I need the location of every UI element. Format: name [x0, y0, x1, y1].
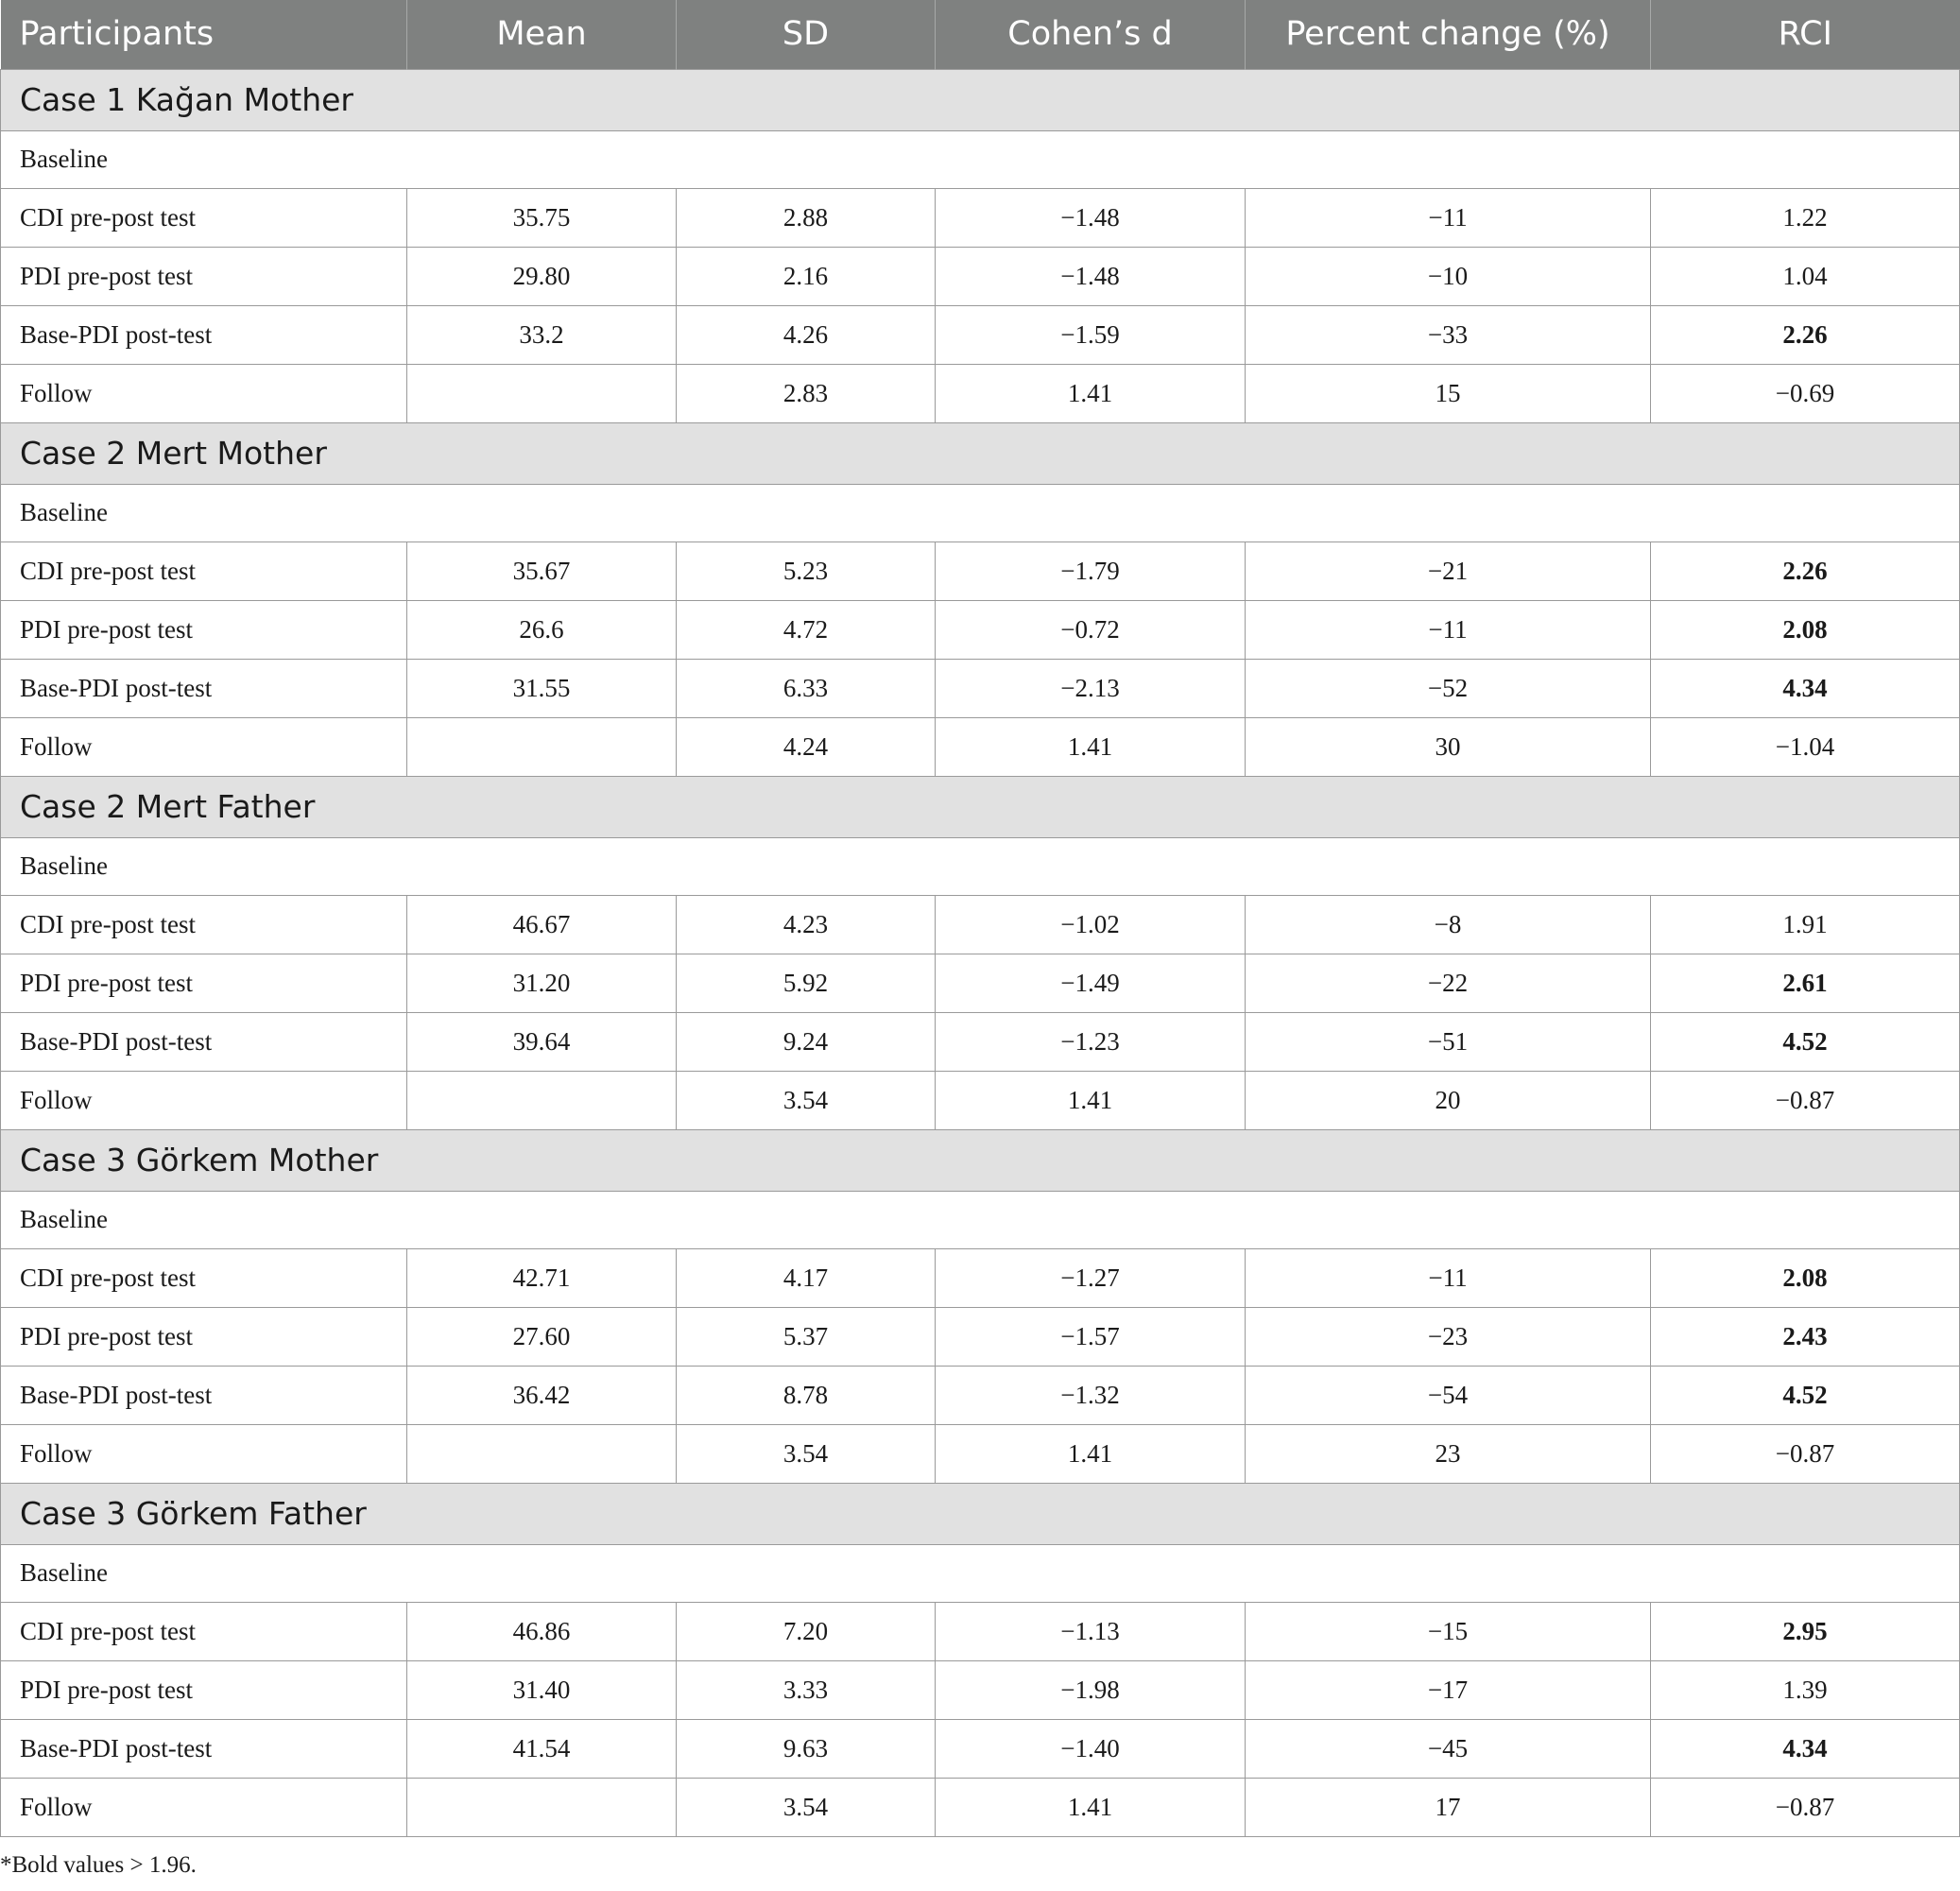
row-label: CDI pre-post test: [1, 895, 407, 954]
mean-cell: 41.54: [407, 1719, 677, 1778]
rci-cell: 1.91: [1651, 895, 1960, 954]
rci-cell: −0.69: [1651, 364, 1960, 422]
mean-cell: [407, 364, 677, 422]
rci-cell: 2.61: [1651, 954, 1960, 1012]
cohens-d-cell: −1.32: [936, 1366, 1246, 1424]
baseline-label: Baseline: [1, 837, 1960, 895]
rci-cell: −0.87: [1651, 1071, 1960, 1129]
sd-cell: 4.26: [677, 305, 936, 364]
mean-cell: 31.40: [407, 1660, 677, 1719]
cohens-d-cell: −1.49: [936, 954, 1246, 1012]
cohens-d-cell: −1.79: [936, 542, 1246, 600]
column-header-percent-change: Percent change (%): [1246, 0, 1651, 69]
percent-change-cell: −11: [1246, 600, 1651, 659]
table-header: [1, 0, 1960, 69]
row-label: CDI pre-post test: [1, 542, 407, 600]
percent-change-cell: −8: [1246, 895, 1651, 954]
row-label: PDI pre-post test: [1, 954, 407, 1012]
case-title: Case 1 Kağan Mother: [1, 69, 1960, 130]
table-row: [1, 1012, 1960, 1071]
rci-cell: 4.34: [1651, 1719, 1960, 1778]
row-label: Base-PDI post-test: [1, 659, 407, 717]
mean-cell: 35.75: [407, 188, 677, 247]
mean-cell: 26.6: [407, 600, 677, 659]
mean-cell: 42.71: [407, 1248, 677, 1307]
table-row: [1, 895, 1960, 954]
row-label: Follow: [1, 717, 407, 776]
percent-change-cell: 30: [1246, 717, 1651, 776]
row-label: PDI pre-post test: [1, 1660, 407, 1719]
sd-cell: 8.78: [677, 1366, 936, 1424]
row-label: Base-PDI post-test: [1, 1012, 407, 1071]
sd-cell: 2.83: [677, 364, 936, 422]
table-row: [1, 542, 1960, 600]
rci-cell: 2.08: [1651, 1248, 1960, 1307]
table-body: [1, 69, 1960, 1836]
rci-cell: −1.04: [1651, 717, 1960, 776]
sd-cell: 3.54: [677, 1071, 936, 1129]
sd-cell: 4.23: [677, 895, 936, 954]
column-header-rci: RCI: [1651, 0, 1960, 69]
rci-cell: −0.87: [1651, 1778, 1960, 1836]
row-label: CDI pre-post test: [1, 1602, 407, 1660]
sd-cell: 3.33: [677, 1660, 936, 1719]
mean-cell: 31.55: [407, 659, 677, 717]
cohens-d-cell: −0.72: [936, 600, 1246, 659]
table-row: [1, 600, 1960, 659]
mean-cell: [407, 1071, 677, 1129]
sd-cell: 6.33: [677, 659, 936, 717]
mean-cell: 33.2: [407, 305, 677, 364]
cohens-d-cell: −1.48: [936, 247, 1246, 305]
sd-cell: 5.37: [677, 1307, 936, 1366]
baseline-label: Baseline: [1, 1544, 1960, 1602]
rci-cell: 2.43: [1651, 1307, 1960, 1366]
percent-change-cell: −10: [1246, 247, 1651, 305]
table-row: [1, 1719, 1960, 1778]
cohens-d-cell: −1.40: [936, 1719, 1246, 1778]
percent-change-cell: −54: [1246, 1366, 1651, 1424]
mean-cell: [407, 717, 677, 776]
row-label: Base-PDI post-test: [1, 1366, 407, 1424]
baseline-row: [1, 1191, 1960, 1248]
rci-cell: 2.95: [1651, 1602, 1960, 1660]
rci-cell: 2.26: [1651, 305, 1960, 364]
cohens-d-cell: −1.13: [936, 1602, 1246, 1660]
row-label: Follow: [1, 1071, 407, 1129]
rci-cell: 4.52: [1651, 1012, 1960, 1071]
percent-change-cell: −17: [1246, 1660, 1651, 1719]
percent-change-cell: −15: [1246, 1602, 1651, 1660]
percent-change-cell: −33: [1246, 305, 1651, 364]
baseline-label: Baseline: [1, 484, 1960, 542]
percent-change-cell: 20: [1246, 1071, 1651, 1129]
rci-cell: 2.08: [1651, 600, 1960, 659]
row-label: CDI pre-post test: [1, 1248, 407, 1307]
rci-cell: 4.34: [1651, 659, 1960, 717]
cohens-d-cell: 1.41: [936, 1778, 1246, 1836]
sd-cell: 2.88: [677, 188, 936, 247]
case-title: Case 3 Görkem Father: [1, 1483, 1960, 1544]
table-row: [1, 1307, 1960, 1366]
row-label: CDI pre-post test: [1, 188, 407, 247]
sd-cell: 4.24: [677, 717, 936, 776]
case-title: Case 2 Mert Father: [1, 776, 1960, 837]
rci-cell: 1.22: [1651, 188, 1960, 247]
baseline-label: Baseline: [1, 1191, 1960, 1248]
rci-cell: 4.52: [1651, 1366, 1960, 1424]
mean-cell: 27.60: [407, 1307, 677, 1366]
cohens-d-cell: −1.48: [936, 188, 1246, 247]
baseline-row: [1, 837, 1960, 895]
percent-change-cell: −45: [1246, 1719, 1651, 1778]
sd-cell: 4.72: [677, 600, 936, 659]
table-row: [1, 1660, 1960, 1719]
table-row: [1, 1248, 1960, 1307]
percent-change-cell: 23: [1246, 1424, 1651, 1483]
cohens-d-cell: −2.13: [936, 659, 1246, 717]
cohens-d-cell: −1.27: [936, 1248, 1246, 1307]
rci-cell: 2.26: [1651, 542, 1960, 600]
mean-cell: 36.42: [407, 1366, 677, 1424]
case-section-row: [1, 1483, 1960, 1544]
row-label: Follow: [1, 1424, 407, 1483]
row-label: PDI pre-post test: [1, 247, 407, 305]
row-label: Follow: [1, 1778, 407, 1836]
column-header-sd: SD: [677, 0, 936, 69]
table-row: [1, 1778, 1960, 1836]
mean-cell: [407, 1424, 677, 1483]
table-row: [1, 659, 1960, 717]
sd-cell: 2.16: [677, 247, 936, 305]
baseline-row: [1, 1544, 1960, 1602]
percent-change-cell: 15: [1246, 364, 1651, 422]
sd-cell: 3.54: [677, 1778, 936, 1836]
rci-cell: 1.04: [1651, 247, 1960, 305]
mean-cell: 29.80: [407, 247, 677, 305]
table-row: [1, 364, 1960, 422]
mean-cell: 39.64: [407, 1012, 677, 1071]
percent-change-cell: −52: [1246, 659, 1651, 717]
cohens-d-cell: 1.41: [936, 1424, 1246, 1483]
row-label: Base-PDI post-test: [1, 305, 407, 364]
cohens-d-cell: −1.59: [936, 305, 1246, 364]
case-title: Case 2 Mert Mother: [1, 422, 1960, 484]
column-header-cohens-d: Cohen’s d: [936, 0, 1246, 69]
percent-change-cell: −23: [1246, 1307, 1651, 1366]
mean-cell: 31.20: [407, 954, 677, 1012]
cohens-d-cell: 1.41: [936, 1071, 1246, 1129]
table-row: [1, 188, 1960, 247]
mean-cell: [407, 1778, 677, 1836]
case-section-row: [1, 1129, 1960, 1191]
mean-cell: 46.67: [407, 895, 677, 954]
mean-cell: 35.67: [407, 542, 677, 600]
baseline-row: [1, 484, 1960, 542]
sd-cell: 4.17: [677, 1248, 936, 1307]
sd-cell: 3.54: [677, 1424, 936, 1483]
row-label: PDI pre-post test: [1, 1307, 407, 1366]
percent-change-cell: −11: [1246, 188, 1651, 247]
row-label: Base-PDI post-test: [1, 1719, 407, 1778]
cohens-d-cell: −1.57: [936, 1307, 1246, 1366]
cohens-d-cell: 1.41: [936, 364, 1246, 422]
case-section-row: [1, 69, 1960, 130]
table-row: [1, 1071, 1960, 1129]
sd-cell: 9.24: [677, 1012, 936, 1071]
percent-change-cell: −21: [1246, 542, 1651, 600]
percent-change-cell: −51: [1246, 1012, 1651, 1071]
cohens-d-cell: 1.41: [936, 717, 1246, 776]
table-row: [1, 305, 1960, 364]
row-label: Follow: [1, 364, 407, 422]
rci-cell: 1.39: [1651, 1660, 1960, 1719]
percent-change-cell: 17: [1246, 1778, 1651, 1836]
sd-cell: 5.23: [677, 542, 936, 600]
table-row: [1, 954, 1960, 1012]
table-row: [1, 247, 1960, 305]
column-header-participants: Participants: [1, 0, 407, 69]
mean-cell: 46.86: [407, 1602, 677, 1660]
case-title: Case 3 Görkem Mother: [1, 1129, 1960, 1191]
case-section-row: [1, 776, 1960, 837]
table-row: [1, 1602, 1960, 1660]
baseline-label: Baseline: [1, 130, 1960, 188]
cohens-d-cell: −1.23: [936, 1012, 1246, 1071]
case-section-row: [1, 422, 1960, 484]
percent-change-cell: −22: [1246, 954, 1651, 1012]
table-footnote: *Bold values > 1.96.: [0, 1852, 197, 1878]
row-label: PDI pre-post test: [1, 600, 407, 659]
table-row: [1, 717, 1960, 776]
table-row: [1, 1424, 1960, 1483]
sd-cell: 5.92: [677, 954, 936, 1012]
sd-cell: 9.63: [677, 1719, 936, 1778]
table-row: [1, 1366, 1960, 1424]
column-header-mean: Mean: [407, 0, 677, 69]
percent-change-cell: −11: [1246, 1248, 1651, 1307]
baseline-row: [1, 130, 1960, 188]
header-row: [1, 0, 1960, 69]
sd-cell: 7.20: [677, 1602, 936, 1660]
rci-cell: −0.87: [1651, 1424, 1960, 1483]
cohens-d-cell: −1.98: [936, 1660, 1246, 1719]
cohens-d-cell: −1.02: [936, 895, 1246, 954]
